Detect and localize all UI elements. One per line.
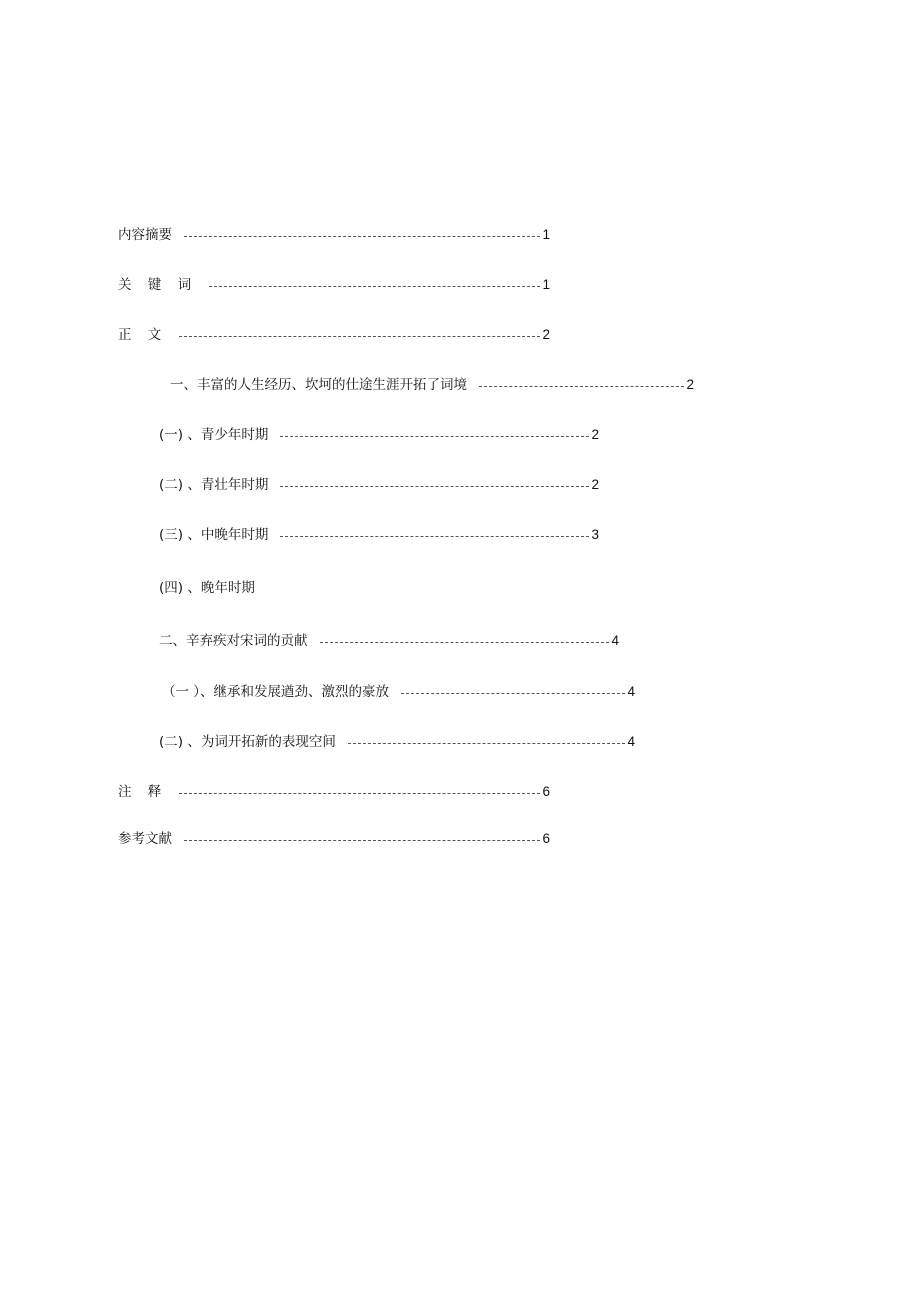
toc-entry-title: (三) 、中晚年时期	[159, 527, 269, 543]
toc-page-number: 2	[686, 377, 694, 392]
toc-page-number: 4	[627, 684, 635, 699]
toc-leader-dots	[209, 286, 540, 287]
toc-entry-title: 一、丰富的人生经历、坎坷的仕途生涯开拓了词境	[170, 377, 467, 393]
toc-entry-section-1-4[interactable]	[159, 578, 255, 598]
toc-leader-dots	[184, 236, 540, 237]
toc-entry-title: 参考文献	[118, 831, 172, 847]
toc-page-number: 2	[591, 477, 599, 492]
toc-entry-section-1-3[interactable]	[159, 525, 599, 545]
toc-leader-dots	[479, 386, 684, 387]
toc-entry-title: 注 释	[118, 784, 168, 800]
toc-page-number: 1	[542, 277, 550, 292]
toc-page-number: 2	[591, 427, 599, 442]
toc-page-number: 4	[611, 633, 619, 648]
toc-entry-title: 关 键 词	[118, 277, 198, 293]
toc-entry-main-text[interactable]	[118, 325, 550, 345]
toc-entry-section-2-2[interactable]	[159, 732, 635, 752]
toc-entry-section-1-1[interactable]	[159, 425, 599, 445]
toc-page-number: 6	[542, 784, 550, 799]
toc-entry-section-1[interactable]	[170, 375, 694, 395]
toc-page-number: 1	[542, 227, 550, 242]
toc-entry-section-2[interactable]	[159, 631, 619, 651]
toc-leader-dots	[348, 743, 626, 744]
toc-entry-notes[interactable]	[118, 782, 550, 802]
toc-entry-title: (一) 、青少年时期	[159, 427, 269, 443]
toc-entry-title: 二、辛弃疾对宋词的贡献	[159, 633, 308, 649]
toc-leader-dots	[401, 693, 625, 694]
toc-leader-dots	[280, 436, 589, 437]
toc-leader-dots	[320, 642, 610, 643]
toc-leader-dots	[184, 840, 540, 841]
toc-entry-title: (二) 、为词开拓新的表现空间	[159, 734, 336, 750]
toc-entry-title: 正 文	[118, 327, 168, 343]
toc-leader-dots	[179, 793, 540, 794]
toc-entry-abstract[interactable]	[118, 225, 550, 245]
toc-entry-references[interactable]	[118, 829, 550, 849]
toc-entry-section-2-1[interactable]	[162, 682, 635, 702]
toc-page-number: 2	[542, 327, 550, 342]
toc-page-number: 3	[591, 527, 599, 542]
toc-page-number: 4	[627, 734, 635, 749]
toc-page-number: 6	[542, 831, 550, 846]
toc-entry-keywords[interactable]	[118, 275, 550, 295]
toc-entry-title: (四) 、晚年时期	[159, 580, 255, 596]
toc-entry-title: (二) 、青壮年时期	[159, 477, 269, 493]
toc-leader-dots	[280, 486, 589, 487]
toc-entry-title: 内容摘要	[118, 227, 172, 243]
toc-entry-title: （一 ）、继承和发展遒劲、激烈的豪放	[162, 684, 390, 700]
toc-leader-dots	[280, 536, 589, 537]
toc-entry-section-1-2[interactable]	[159, 475, 599, 495]
toc-leader-dots	[179, 336, 540, 337]
